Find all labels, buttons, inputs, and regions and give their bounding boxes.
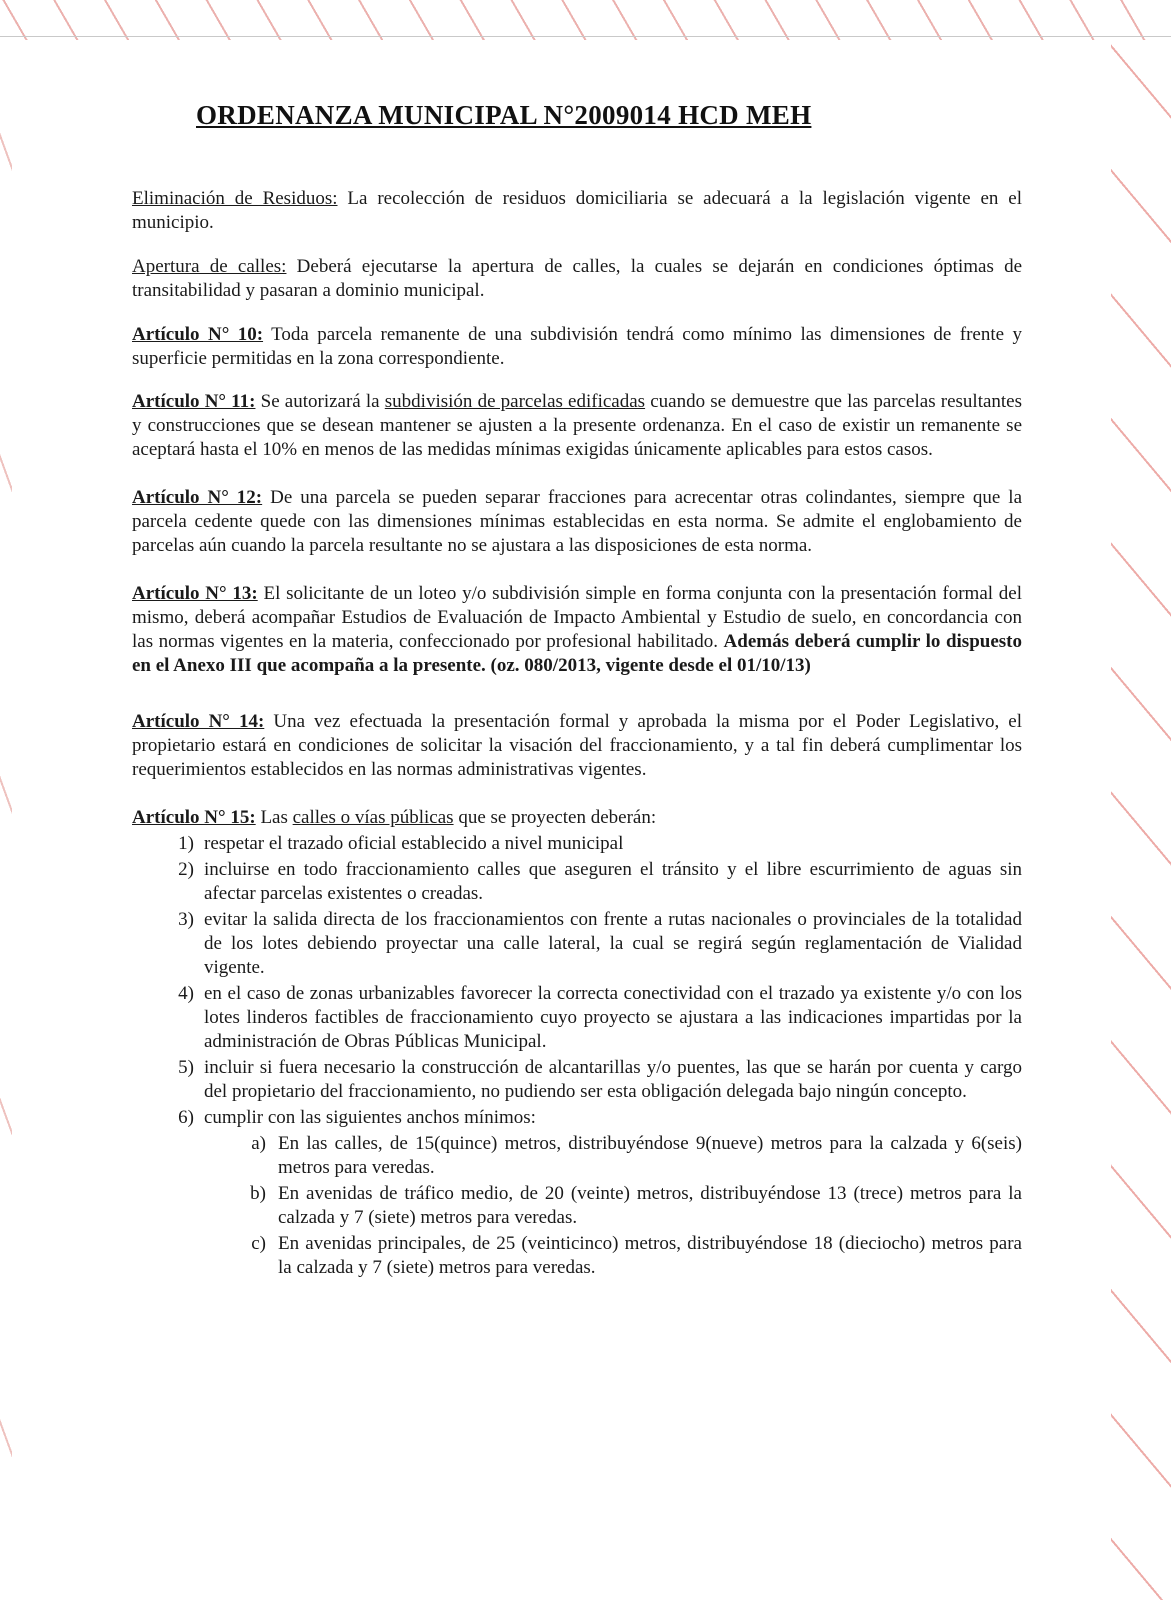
article-text: Una vez efectuada la presentación formal y aprobada la misma por el Poder Legislativo, el propietario estará en condiciones de solicitar la visación del fraccionamiento, y a tal fin deberá cumplimentar los requerimientos establecidos en las normas administrativas vigentes.: [132, 711, 1022, 780]
section-heading: Eliminación de Residuos:: [132, 188, 338, 209]
list-item: [132, 908, 1022, 980]
section-text: La recolección de residuos domiciliaria se adecuará a la legislación vigente en el municipio.: [132, 188, 1022, 233]
section-heading: Apertura de calles:: [132, 256, 287, 277]
article-12: [132, 486, 1022, 558]
article-heading: Artículo N° 11:: [132, 391, 256, 412]
decorative-top-border: [0, 0, 1171, 40]
list-item-text: incluir si fuera necesario la construcción de alcantarillas y/o puentes, las que se harán por cuenta y cargo del propietario del fraccionamiento, no pudiendo ser esta obligación delegada bajo ningún concepto.: [204, 1057, 1022, 1102]
section-apertura-calles: [132, 255, 1022, 303]
decorative-right-border: [1111, 40, 1171, 1600]
sublist-item-letter: a): [251, 1133, 266, 1154]
list-item-text: evitar la salida directa de los fraccionamientos con frente a rutas nacionales o provinciales de la totalidad de los lotes debiendo proyectar una calle lateral, la cual se regirá según reglamentación de Vialidad vigente.: [204, 909, 1022, 978]
list-item-text: incluirse en todo fraccionamiento calles que aseguren el tránsito y el libre escurrimiento de aguas sin afectar parcelas existentes o creadas.: [204, 859, 1022, 904]
top-divider: [0, 36, 1171, 37]
list-item-number: 5): [178, 1057, 194, 1078]
sublist-item: [132, 1232, 1022, 1280]
list-item-number: 1): [178, 833, 194, 854]
article-heading: Artículo N° 10:: [132, 324, 264, 345]
article-heading: Artículo N° 15:: [132, 807, 256, 828]
article-text: que se proyecten deberán:: [453, 807, 657, 828]
article-10: [132, 323, 1022, 371]
article-15-sublist: [132, 1132, 1022, 1280]
article-heading: Artículo N° 13:: [132, 583, 258, 604]
list-item-text: en el caso de zonas urbanizables favorecer la correcta conectividad con el trazado ya existente y/o con los lotes linderos factibles de fraccionamiento cuyo proyecto se ajustara a las indicaciones impartidas por la administración de Obras Públicas Municipal.: [204, 983, 1022, 1052]
article-text: Las: [255, 807, 293, 828]
list-item-number: 4): [178, 983, 194, 1004]
list-item: [132, 1106, 1022, 1130]
sublist-item-text: En las calles, de 15(quince) metros, distribuyéndose 9(nueve) metros para la calzada y 6(seis) metros para veredas.: [278, 1133, 1022, 1178]
article-text: cuando se demuestre que las parcelas resultantes y construcciones que se desean mantener se ajusten a la presente ordenanza. En el caso de existir un remanente se aceptará hasta el 10% en menos de las medidas mínimas exigidas únicamente aplicables para estos casos.: [132, 391, 1023, 460]
sublist-item: [132, 1182, 1022, 1230]
article-underlined-text: calles o vías públicas: [292, 807, 454, 828]
article-heading: Artículo N° 12:: [132, 487, 263, 508]
article-heading: Artículo N° 14:: [132, 711, 265, 732]
article-text: Toda parcela remanente de una subdivisión tendrá como mínimo las dimensiones de frente y superficie permitidas en la zona correspondiente.: [132, 324, 1022, 369]
list-item: [132, 832, 1022, 856]
document-title: ORDENANZA MUNICIPAL N°2009014 HCD MEH: [196, 100, 812, 130]
article-14: [132, 710, 1022, 782]
sublist-item-letter: b): [250, 1183, 266, 1204]
sublist-item-text: En avenidas principales, de 25 (veinticinco) metros, distribuyéndose 18 (dieciocho) metros para la calzada y 7 (siete) metros para veredas.: [278, 1233, 1022, 1278]
list-item-number: 6): [178, 1107, 194, 1128]
document-page: [132, 100, 1022, 1282]
article-text: El solicitante de un loteo y/o subdivisión simple en forma conjunta con la presentación formal del mismo, deberá acompañar Estudios de Evaluación de Impacto Ambiental y Estudio de suelo, en concordancia con las normas vigentes en la materia, confeccionado por profesional habilitado.: [132, 583, 1022, 652]
list-item-text: respetar el trazado oficial establecido a nivel municipal: [204, 833, 624, 854]
list-item: [132, 858, 1022, 906]
section-text: Deberá ejecutarse la apertura de calles, la cuales se dejarán en condiciones óptimas de transitabilidad y pasaran a dominio municipal.: [132, 256, 1023, 301]
article-underlined-text: subdivisión de parcelas edificadas: [384, 391, 646, 412]
article-15: [132, 806, 1022, 830]
sublist-item-text: En avenidas de tráfico medio, de 20 (veinte) metros, distribuyéndose 13 (trece) metros para la calzada y 7 (siete) metros para veredas.: [278, 1183, 1022, 1228]
decorative-left-border: [0, 120, 12, 1600]
article-text: De una parcela se pueden separar fracciones para acrecentar otras colindantes, siempre que la parcela cedente quede con las dimensiones mínimas establecidas en esta norma. Se admite el englobamiento de parcelas aún cuando la parcela resultante no se ajustara a las disposiciones de esta norma.: [132, 487, 1022, 556]
article-11: [132, 390, 1022, 462]
sublist-item-letter: c): [251, 1233, 266, 1254]
list-item: [132, 982, 1022, 1054]
article-15-list: [132, 832, 1022, 1130]
sublist-item: [132, 1132, 1022, 1180]
list-item-number: 2): [178, 859, 194, 880]
article-13: [132, 582, 1022, 678]
list-item: [132, 1056, 1022, 1104]
list-item-number: 3): [178, 909, 194, 930]
list-item-text: cumplir con las siguientes anchos mínimos:: [204, 1107, 536, 1128]
article-bold-text: Además deberá cumplir lo dispuesto en el Anexo III que acompaña a la presente. (oz. 080/2013, vigente desde el 01/10/13): [132, 631, 1022, 676]
article-text: Se autorizará la: [255, 391, 385, 412]
section-residuos: [132, 187, 1022, 235]
